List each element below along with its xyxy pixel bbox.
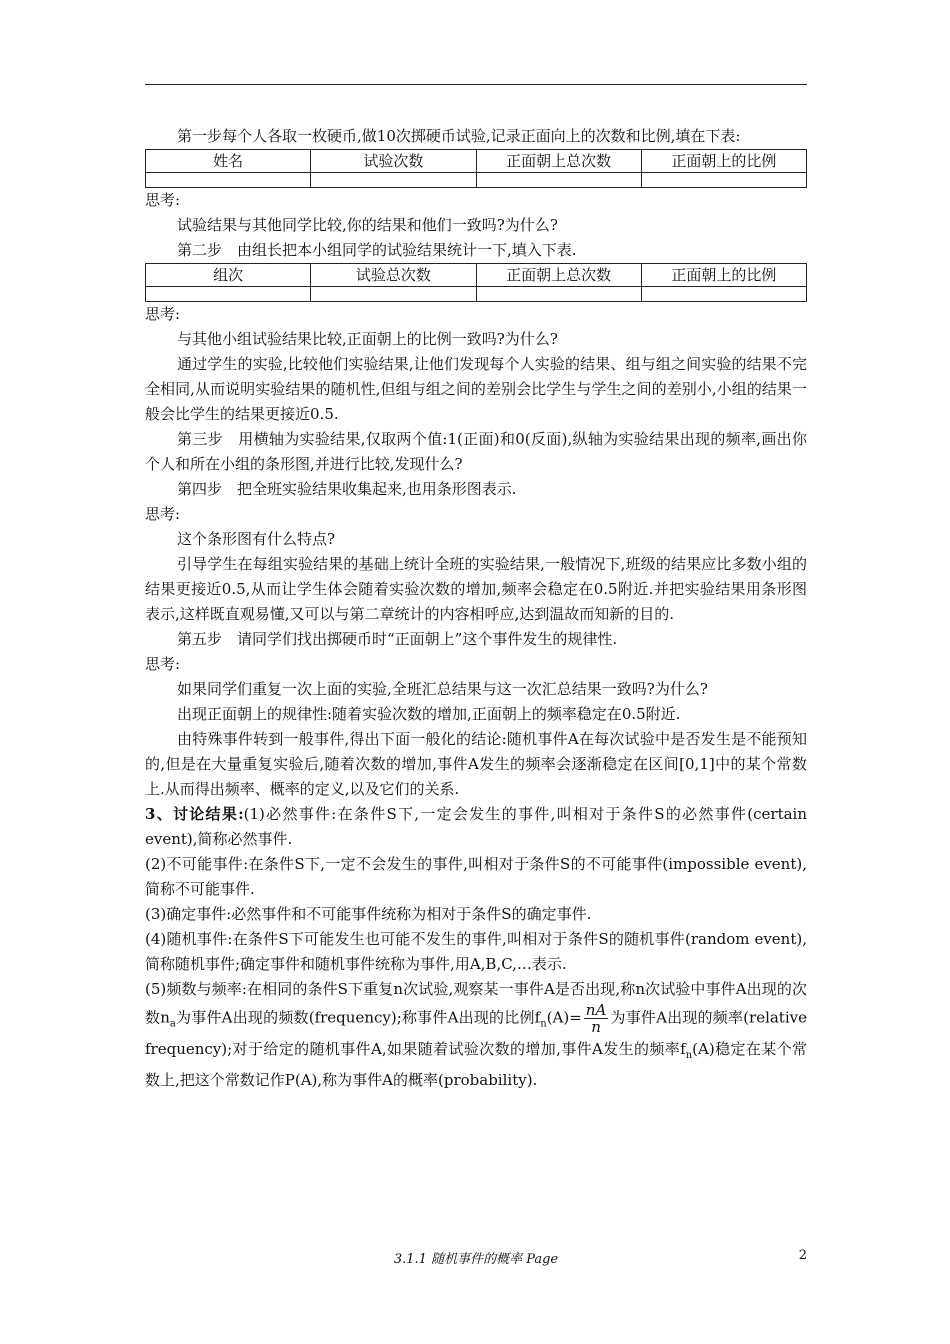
table-cell <box>311 173 476 188</box>
definition-random-event: (4)随机事件:在条件S下可能发生也可能不发生的事件,叫相对于条件S的随机事件(random event),简称随机事件;确定事件和随机事件统称为事件,用A,B,C,…表示. <box>145 930 807 973</box>
table-individual <box>145 149 807 188</box>
table-header-row <box>146 150 807 173</box>
question-paragraph: 这个条形图有什么特点? <box>177 530 336 548</box>
think-label: 思考: <box>145 305 181 323</box>
table-header-row <box>146 264 807 287</box>
table-header-cell: 正面朝上总次数 <box>476 264 641 287</box>
table-group <box>145 263 807 302</box>
question-paragraph: 如果同学们重复一次上面的实验,全班汇总结果与这一次汇总结果一致吗?为什么? <box>177 680 708 698</box>
step2-paragraph: 第二步 由组长把本小组同学的试验结果统计一下,填入下表. <box>177 241 577 259</box>
document-body <box>145 124 807 1093</box>
table-header-cell: 正面朝上总次数 <box>476 150 641 173</box>
page-number: 2 <box>798 1248 807 1263</box>
table-row <box>146 173 807 188</box>
table-header-cell: 正面朝上的比例 <box>641 150 806 173</box>
table-cell <box>641 173 806 188</box>
table-cell <box>146 173 311 188</box>
table-cell <box>146 287 311 302</box>
table-cell <box>311 287 476 302</box>
table-cell <box>641 287 806 302</box>
conclusion-paragraph: 由特殊事件转到一般事件,得出下面一般化的结论:随机事件A在每次试验中是否发生是不能预知的,但是在大量重复实验后,随着次数的增加,事件A发生的频率会逐渐稳定在区间[0,1]中的某个常数上.从而得出频率、概率的定义,以及它们的关系. <box>145 730 807 798</box>
think-label: 思考: <box>145 191 181 209</box>
step4-paragraph: 第四步 把全班实验结果收集起来,也用条形图表示. <box>177 480 517 498</box>
question-paragraph: 与其他小组试验结果比较,正面朝上的比例一致吗?为什么? <box>177 330 558 348</box>
frequency-fraction: $\frac{nA}{n}$ <box>585 1001 607 1036</box>
table-row <box>146 287 807 302</box>
table-header-cell: 组次 <box>146 264 311 287</box>
discussion-label: 3、讨论结果: <box>145 805 244 823</box>
table-header-cell: 试验总次数 <box>311 264 476 287</box>
explanation-paragraph: 引导学生在每组实验结果的基础上统计全班的实验结果,一般情况下,班级的结果应比多数小组的结果更接近0.5,从而让学生体会随着实验次数的增加,频率会稳定在0.5附近.并把实验结果用条形图表示,这样既直观易懂,又可以与第二章统计的内容相呼应,达到温故而知新的目的. <box>145 555 807 623</box>
table-header-cell: 正面朝上的比例 <box>641 264 806 287</box>
step3-paragraph: 第三步 用横轴为实验结果,仅取两个值:1(正面)和0(反面),纵轴为实验结果出现的频率,画出你个人和所在小组的条形图,并进行比较,发现什么? <box>145 430 807 473</box>
question-paragraph: 试验结果与其他同学比较,你的结果和他们一致吗?为什么? <box>177 216 558 234</box>
table-cell <box>476 173 641 188</box>
regularity-paragraph: 出现正面朝上的规律性:随着实验次数的增加,正面朝上的频率稳定在0.5附近. <box>177 705 681 723</box>
think-label: 思考: <box>145 655 181 673</box>
footer-title: 3.1.1 随机事件的概率 Page <box>393 1252 559 1267</box>
table-header-cell: 姓名 <box>146 150 311 173</box>
think-label: 思考: <box>145 505 181 523</box>
table-cell <box>476 287 641 302</box>
step1-paragraph: 第一步每个人各取一枚硬币,做10次掷硬币试验,记录正面向上的次数和比例,填在下表: <box>177 127 741 145</box>
step5-paragraph: 第五步 请同学们找出掷硬币时“正面朝上”这个事件发生的规律性. <box>177 630 618 648</box>
table-header-cell: 试验次数 <box>311 150 476 173</box>
explanation-paragraph: 通过学生的实验,比较他们实验结果,让他们发现每个人实验的结果、组与组之间实验的结果不完全相同,从而说明实验结果的随机性,但组与组之间的差别会比学生与学生之间的差别小,小组的结果一般会比学生的结果更接近0.5. <box>145 355 807 423</box>
definition-impossible-event: (2)不可能事件:在条件S下,一定不会发生的事件,叫相对于条件S的不可能事件(impossible event),简称不可能事件. <box>145 855 807 898</box>
header-rule <box>145 84 807 85</box>
definition-definite-event: (3)确定事件:必然事件和不可能事件统称为相对于条件S的确定事件. <box>145 905 592 923</box>
definition-certain-event: 3、讨论结果:(1)必然事件:在条件S下,一定会发生的事件,叫相对于条件S的必然事件(certain event),简称必然事件. <box>145 805 807 848</box>
definition-frequency: (5)频数与频率:在相同的条件S下重复n次试验,观察某一事件A是否出现,称n次试验中事件A出现的次数$n_a$为事件A出现的频数(frequency);称事件A出现的比例$f_n(A)=$ $\frac{nA}{n}$ 为事件A出现的频率(relative frequency);对于给定的随机事件A,如果随着试验次数的增加,事件A发生的频率$f_n(A)$稳定在某个常数上,把这个常数记作P(A),称为事件A的概率(probability). <box>145 980 807 1089</box>
